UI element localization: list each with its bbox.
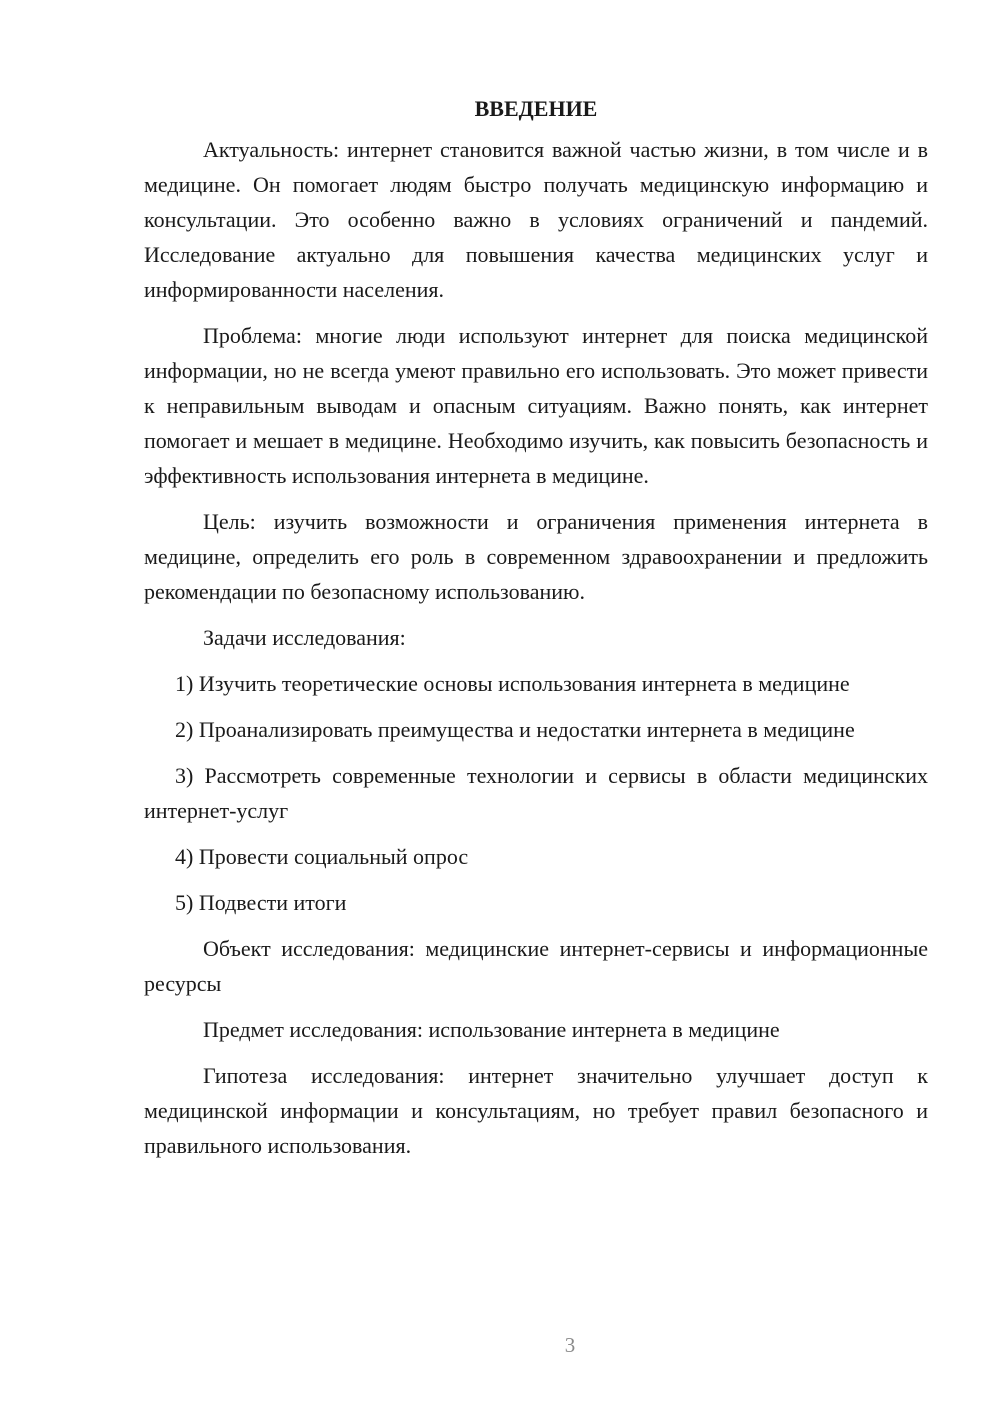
task-item-1: 1) Изучить теоретические основы использования интернета в медицине [175,671,850,696]
subject-paragraph: Предмет исследования: использование интернета в медицине [203,1017,780,1042]
task-item-2: 2) Проанализировать преимущества и недостатки интернета в медицине [175,717,855,742]
goal-paragraph: Цель: изучить возможности и ограничения применения интернета в медицине, определить его роль в современном здравоохранении и предложить рекомендации по безопасному использованию. [144,509,928,604]
page-content [144,90,928,1174]
task-item-5: 5) Подвести итоги [175,890,347,915]
section-heading: ВВЕДЕНИЕ [474,96,598,121]
page-number: 3 [564,1333,576,1357]
tasks-title: Задачи исследования: [203,625,406,650]
hypothesis-paragraph: Гипотеза исследования: интернет значительно улучшает доступ к медицинской информации и консультациям, но требует правил безопасного и правильного использования. [144,1063,928,1158]
task-item-3: 3) Рассмотреть современные технологии и сервисы в области медицинских интернет-услуг [144,763,928,823]
object-paragraph: Объект исследования: медицинские интернет-сервисы и информационные ресурсы [144,936,928,996]
problem-paragraph: Проблема: многие люди используют интернет для поиска медицинской информации, но не всегда умеют правильно его использовать. Это может привести к неправильным выводам и опасным ситуациям. Важно понять, как интернет помогает и мешает в медицине. Необходимо изучить, как повысить безопасность и эффективность использования интернета в медицине. [144,323,928,488]
relevance-paragraph: Актуальность: интернет становится важной частью жизни, в том числе и в медицине. Он помогает людям быстро получать медицинскую информацию и консультации. Это особенно важно в условиях ограничений и пандемий. Исследование актуально для повышения качества медицинских услуг и информированности населения. [144,137,928,302]
task-item-4: 4) Провести социальный опрос [175,844,469,869]
